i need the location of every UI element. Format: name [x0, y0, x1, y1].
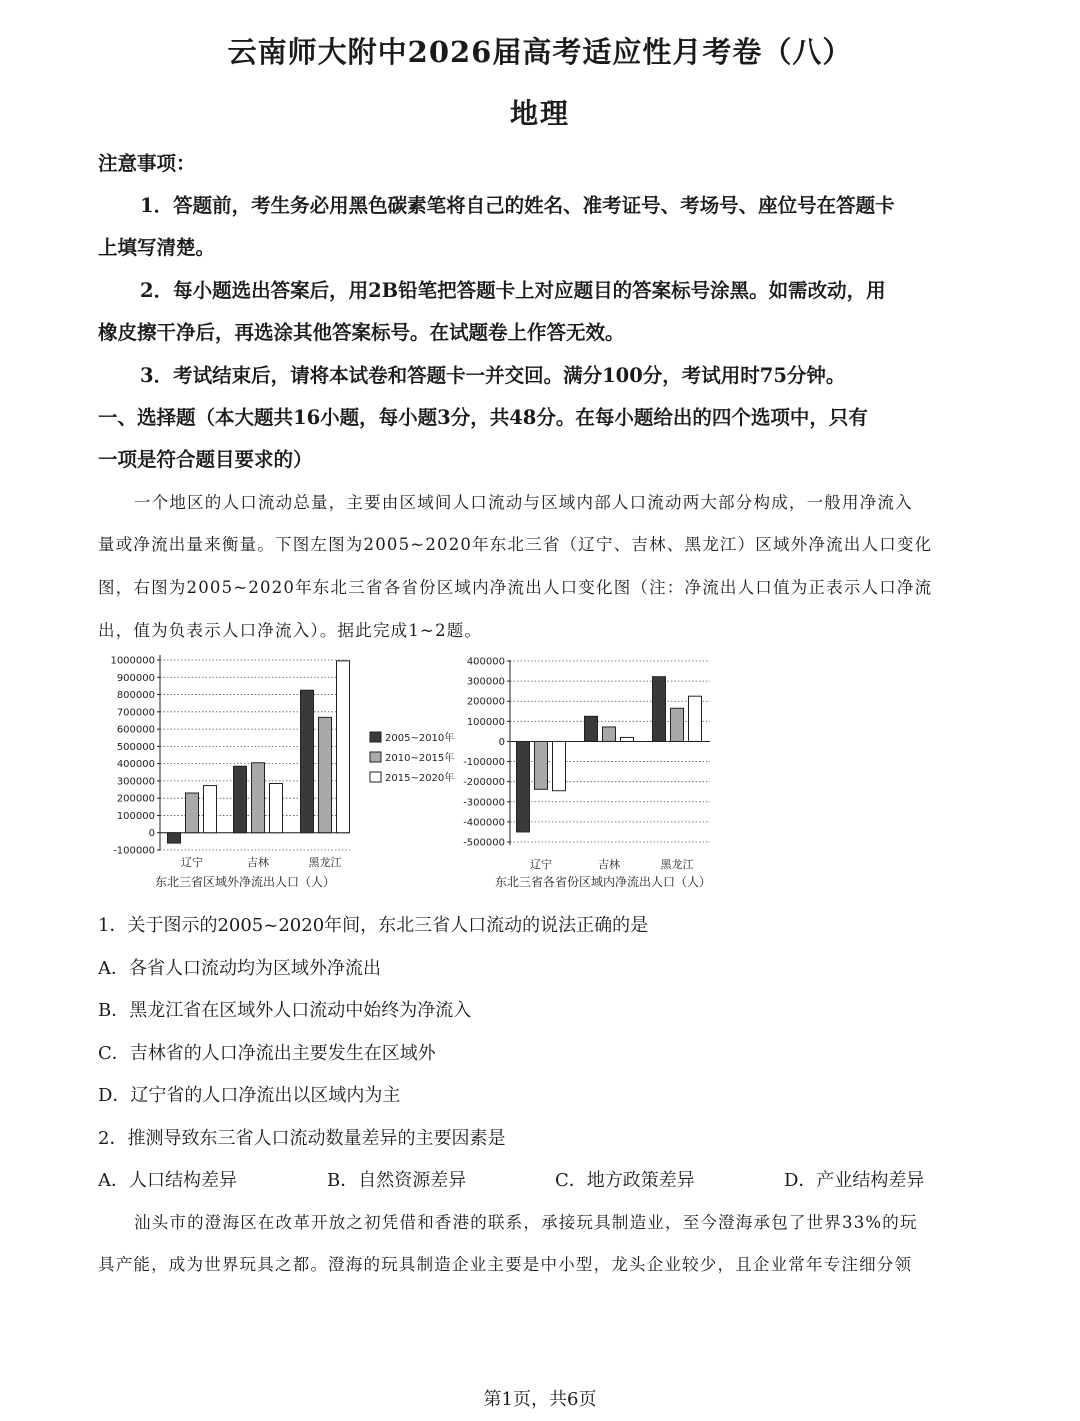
- y-tick-label: 700000: [116, 707, 155, 719]
- category-label: 黑龙江: [660, 858, 694, 871]
- legend-swatch: [370, 732, 381, 742]
- q1-option-a: A．各省人口流动均为区域外净流出: [98, 958, 381, 979]
- y-tick-label: 100000: [466, 716, 505, 728]
- section-heading-cont: 一项是符合题目要求的）: [98, 448, 313, 471]
- category-label: 黑龙江: [308, 856, 342, 869]
- y-tick-label: 0: [148, 828, 155, 840]
- y-tick-label: 300000: [116, 776, 155, 788]
- notice-item-1-cont: 上填写清楚。: [98, 236, 216, 259]
- y-tick-label: 400000: [466, 656, 505, 668]
- bar-2-1: [319, 717, 332, 832]
- passage1-line-2: 量或净流出量来衡量。下图左图为2005~2020年东北三省（辽宁、吉林、黑龙江）区域外净流出人口变化: [98, 535, 933, 554]
- q1-option-d: D．辽宁省的人口净流出以区域内为主: [98, 1085, 401, 1106]
- q2-option-a: A．人口结构差异: [98, 1170, 237, 1191]
- bar-0-2: [553, 741, 566, 790]
- y-tick-label: -100000: [113, 845, 155, 857]
- notice-item-2: 2．每小题选出答案后，用2B铅笔把答题卡上对应题目的答案标号涂黑。如需改动，用: [140, 279, 886, 302]
- subject-title: 地理: [509, 97, 570, 130]
- legend-label: 2005~2010年: [385, 733, 455, 744]
- bar-1-1: [252, 763, 265, 833]
- bar-1-1: [603, 727, 616, 741]
- passage1-line-3: 图，右图为2005~2020年东北三省各省份区域内净流出人口变化图（注：净流出人口值为正表示人口净流: [98, 578, 933, 597]
- y-tick-label: 400000: [116, 759, 155, 771]
- bar-2-1: [671, 708, 684, 741]
- page-number: 第1页，共6页: [483, 1389, 597, 1410]
- bar-1-2: [621, 737, 634, 741]
- chart-right-title: 东北三省各省份区域内净流出人口（人）: [494, 875, 712, 889]
- bar-1-0: [234, 766, 247, 833]
- passage1-line-1: 一个地区的人口流动总量，主要由区域间人口流动与区域内部人口流动两大部分构成，一般用净流入: [134, 493, 913, 512]
- notice-item-2-cont: 橡皮擦干净后，再选涂其他答案标号。在试题卷上作答无效。: [98, 321, 625, 344]
- legend-swatch: [370, 752, 381, 762]
- legend-label: 2015~2020年: [385, 773, 455, 784]
- y-tick-label: 800000: [116, 690, 155, 702]
- y-tick-label: -100000: [463, 757, 505, 769]
- legend-label: 2010~2015年: [385, 753, 455, 764]
- chart-left-title: 东北三省区域外净流出人口（人）: [154, 875, 336, 889]
- category-label: 辽宁: [181, 856, 203, 869]
- q2-option-c: C．地方政策差异: [555, 1170, 695, 1191]
- y-tick-label: -500000: [463, 837, 505, 849]
- q1-option-b: B．黑龙江省在区域外人口流动中始终为净流入: [98, 1000, 472, 1021]
- bar-2-0: [653, 677, 666, 742]
- q1-option-c: C．吉林省的人口净流出主要发生在区域外: [98, 1043, 436, 1064]
- y-tick-label: 200000: [466, 696, 505, 708]
- category-label: 吉林: [598, 858, 620, 871]
- q2-option-b: B．自然资源差异: [327, 1170, 467, 1191]
- bar-0-0: [168, 833, 181, 843]
- bar-1-0: [585, 716, 598, 741]
- bar-0-1: [535, 741, 548, 789]
- bar-2-0: [301, 690, 314, 833]
- y-tick-label: 300000: [466, 676, 505, 688]
- y-tick-label: -200000: [463, 777, 505, 789]
- y-tick-label: 100000: [116, 810, 155, 822]
- notice-heading: 注意事项：: [98, 152, 196, 175]
- bar-0-1: [186, 793, 199, 833]
- y-tick-label: 0: [498, 736, 505, 748]
- bar-0-2: [204, 786, 217, 833]
- q2-option-d: D．产业结构差异: [784, 1170, 925, 1191]
- notice-item-1: 1．答题前，考生务必用黑色碳素笔将自己的姓名、准考证号、考场号、座位号在答题卡: [140, 194, 895, 217]
- y-tick-label: 1000000: [110, 655, 155, 667]
- notice-item-3: 3．考试结束后，请将本试卷和答题卡一并交回。满分100分，考试用时75分钟。: [140, 364, 846, 387]
- passage2-line-1: 汕头市的澄海区在改革开放之初凭借和香港的联系，承接玩具制造业，至今澄海承包了世界33%的玩: [134, 1213, 918, 1232]
- bar-1-2: [270, 784, 283, 833]
- y-tick-label: 200000: [116, 793, 155, 805]
- bar-2-2: [689, 696, 702, 741]
- chart-outflow-external: [100, 648, 470, 898]
- y-tick-label: -300000: [463, 797, 505, 809]
- y-tick-label: 500000: [116, 741, 155, 753]
- y-tick-label: 900000: [116, 672, 155, 684]
- y-tick-label: -400000: [463, 817, 505, 829]
- bar-2-2: [337, 661, 350, 833]
- bar-0-0: [517, 741, 530, 832]
- chart-outflow-internal: [455, 650, 735, 895]
- legend-swatch: [370, 772, 381, 782]
- y-tick-label: 600000: [116, 724, 155, 736]
- section-heading: 一、选择题（本大题共16小题，每小题3分，共48分。在每小题给出的四个选项中，只有: [98, 406, 868, 429]
- category-label: 辽宁: [530, 858, 552, 871]
- exam-title: 云南师大附中2026届高考适应性月考卷（八）: [227, 35, 853, 69]
- q1-stem: 1．关于图示的2005~2020年间，东北三省人口流动的说法正确的是: [98, 915, 649, 936]
- q2-stem: 2．推测导致东三省人口流动数量差异的主要因素是: [98, 1128, 506, 1149]
- passage1-line-4: 出，值为负表示人口净流入）。据此完成1~2题。: [98, 621, 483, 640]
- category-label: 吉林: [247, 856, 269, 869]
- passage2-line-2: 具产能，成为世界玩具之都。澄海的玩具制造企业主要是中小型，龙头企业较少，且企业常年专注细分领: [98, 1255, 913, 1274]
